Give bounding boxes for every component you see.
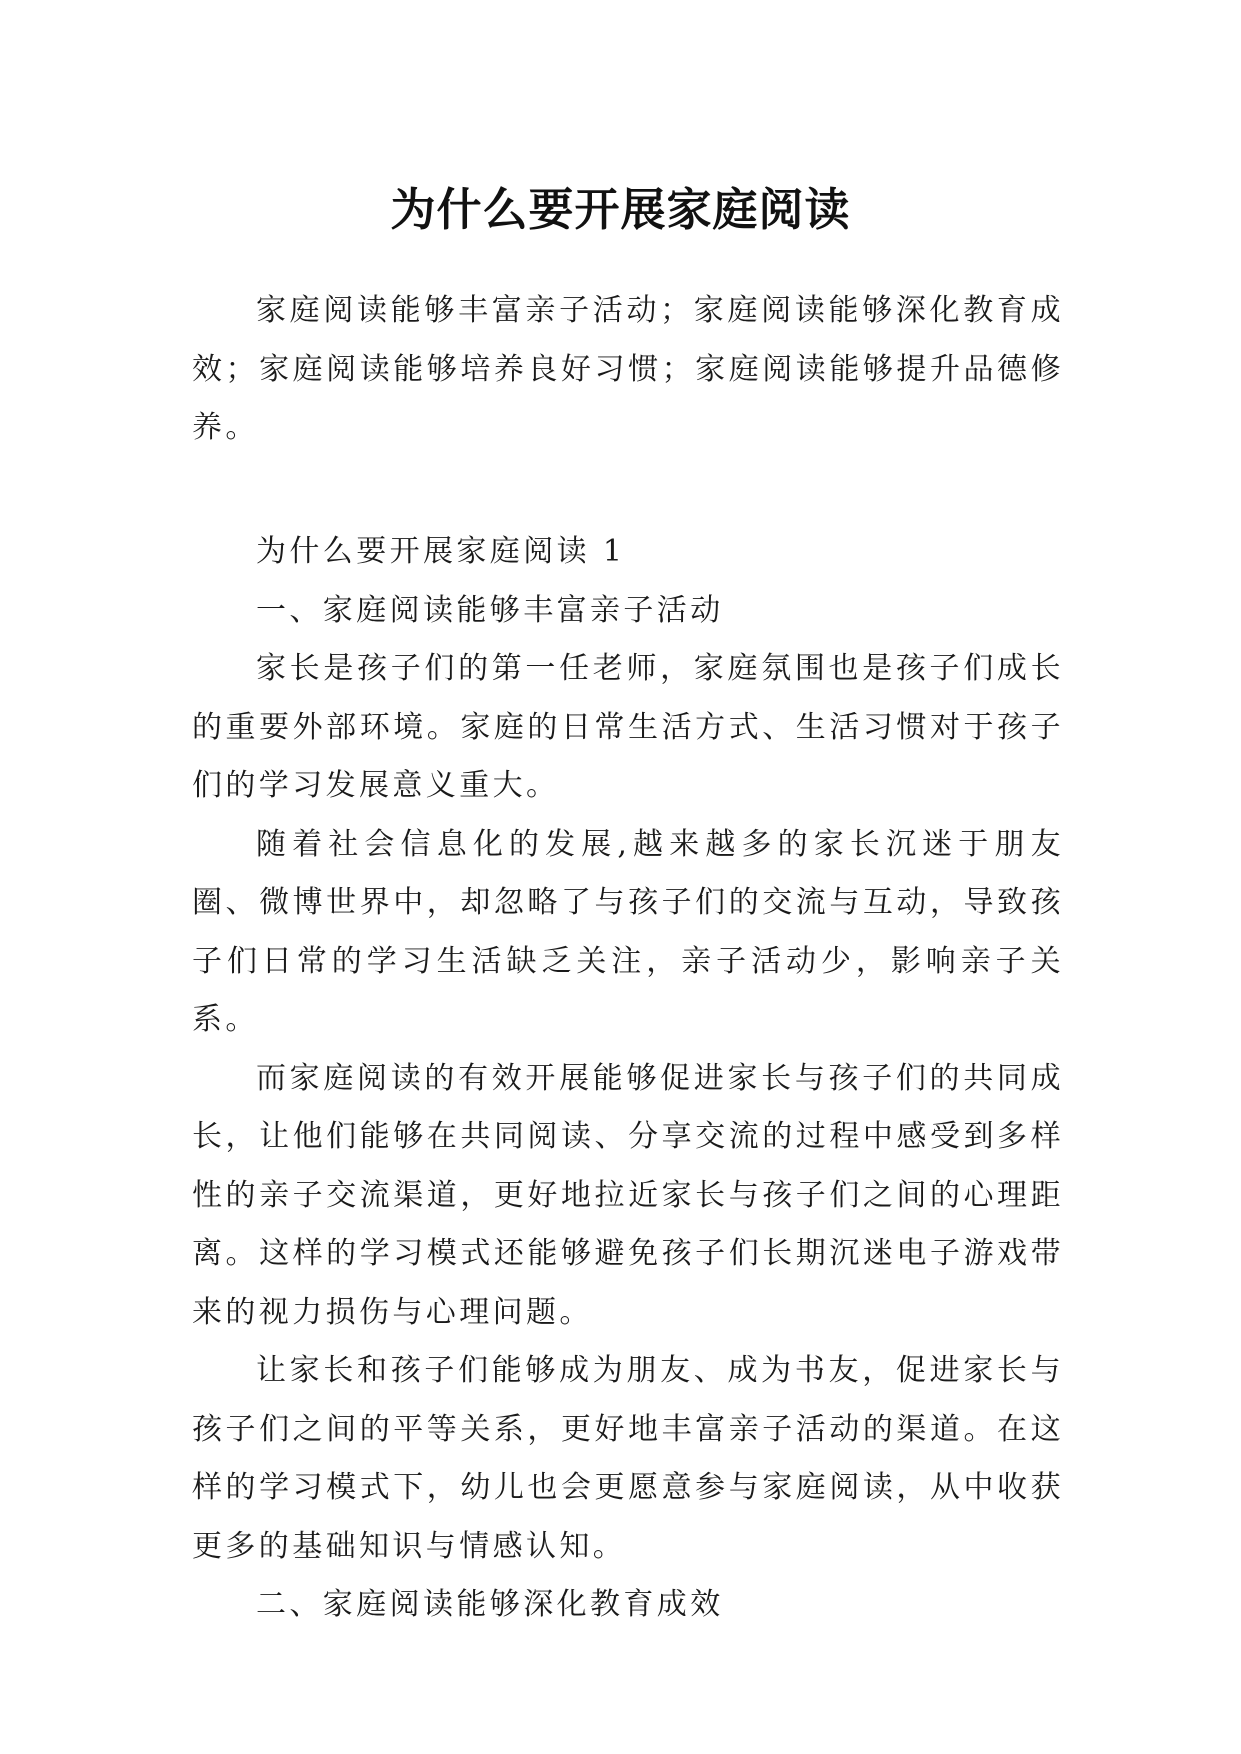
section-heading-1: 一、家庭阅读能够丰富亲子活动 <box>256 592 724 628</box>
section-heading-2: 二、家庭阅读能够深化教育成效 <box>256 1587 724 1622</box>
abstract-paragraph: 家庭阅读能够丰富亲子活动；家庭阅读能够深化教育成效；家庭阅读能够培养良好习惯；家庭阅读能够提升品德修养。 <box>192 293 1064 445</box>
body-paragraph: 而家庭阅读的有效开展能够促进家长与孩子们的共同成长，让他们能够在共同阅读、分享交流的过程中感受到多样性的亲子交流渠道，更好地拉近家长与孩子们之间的心理距离。这样的学习模式还能够避免孩子们长期沉迷电子游戏带来的视力损伤与心理问题。 <box>192 1060 1064 1330</box>
body-paragraph: 随着社会信息化的发展,越来越多的家长沉迷于朋友圈、微博世界中，却忽略了与孩子们的交流与互动，导致孩子们日常的学习生活缺乏关注，亲子活动少，影响亲子关系。 <box>192 826 1064 1037</box>
document-body <box>192 523 1064 1635</box>
body-paragraph: 让家长和孩子们能够成为朋友、成为书友，促进家长与孩子们之间的平等关系，更好地丰富亲子活动的渠道。在这样的学习模式下，幼儿也会更愿意参与家庭阅读，从中收获更多的基础知识与情感认知。 <box>192 1353 1064 1564</box>
document-title: 为什么要开展家庭阅读 <box>390 183 851 237</box>
body-paragraph: 家长是孩子们的第一任老师，家庭氛围也是孩子们成长的重要外部环境。家庭的日常生活方式、生活习惯对于孩子们的学习发展意义重大。 <box>192 651 1064 803</box>
section-title: 为什么要开展家庭阅读 1 <box>256 534 626 569</box>
